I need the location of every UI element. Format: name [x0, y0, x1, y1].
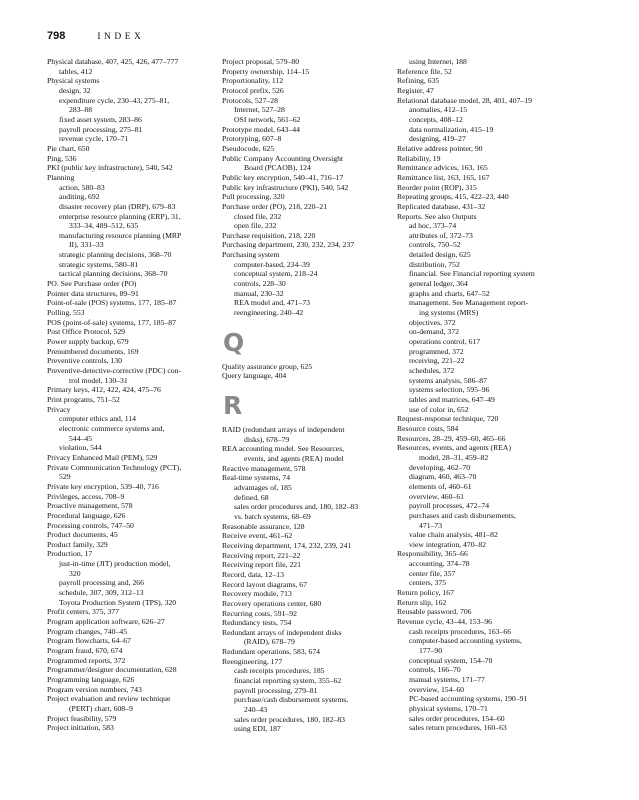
index-subentry: strategic planning decisions, 368–70 [59, 250, 172, 260]
index-entry: Prototyping, 607–8 [222, 134, 282, 144]
index-entry: Pointer data structures, 89–91 [47, 288, 139, 298]
index-entry: Project initiation, 583 [47, 723, 114, 733]
index-entry-continuation: II), 331–33 [69, 240, 104, 250]
index-entry-continuation: 544–45 [69, 433, 93, 443]
index-entry: Recurring costs, 591–92 [222, 608, 297, 618]
index-subentry: designing, 419–27 [409, 134, 466, 144]
index-subentry: revenue cycle, 170–71 [59, 134, 129, 144]
index-subentry: objectives, 372 [409, 317, 456, 327]
index-entry-continuation: 283–88 [69, 105, 93, 115]
index-entry: Resource costs, 584 [397, 423, 459, 433]
index-subentry: tables and matrices, 647–49 [409, 394, 495, 404]
index-entry: Proportionality, 112 [222, 76, 284, 86]
index-subentry: sales order procedures, 154–60 [409, 713, 505, 723]
index-entry: Pie chart, 650 [47, 143, 90, 153]
index-entry: Program fraud, 670, 674 [47, 646, 123, 656]
index-subentry: open file, 232 [234, 221, 277, 231]
index-subentry: sales order procedures, 180, 182–83 [234, 714, 346, 724]
index-entry: Purchasing department, 230, 232, 234, 237 [222, 240, 355, 250]
section-letter: R [223, 391, 243, 421]
index-entry: Product documents, 45 [47, 530, 118, 540]
index-subentry: systems analysis, 586–87 [409, 375, 487, 385]
index-subentry: auditing, 692 [59, 192, 100, 202]
index-entry: Physical database, 407, 425, 426, 477–777 [47, 57, 179, 66]
index-subentry: controls, 750–52 [409, 240, 461, 250]
index-subentry: developing, 462–70 [409, 462, 471, 472]
index-entry: Pseudocode, 625 [222, 143, 275, 153]
index-entry: Reference file, 52 [397, 66, 452, 76]
index-entry: Receiving department, 174, 232, 239, 241 [222, 540, 352, 550]
index-subentry: systems selection, 595–96 [409, 385, 490, 395]
index-entry: Program flowcharts, 64–67 [47, 636, 131, 646]
index-subentry: vs. batch systems, 68–69 [234, 511, 311, 521]
index-subentry: electronic commerce systems and, [59, 423, 165, 433]
index-subentry: detailed design, 625 [409, 250, 471, 260]
index-entry: Prenumbered documents, 169 [47, 346, 139, 356]
index-entry: Programming language, 626 [47, 675, 135, 684]
index-entry: Pull processing, 320 [222, 192, 285, 202]
index-entry: Recovery operations center, 680 [222, 598, 322, 608]
index-entry: Return slip, 162 [397, 597, 447, 607]
index-entry: Privileges, access, 708–9 [47, 491, 125, 501]
index-column-middle [222, 57, 394, 734]
index-entry-continuation: 471–73 [419, 520, 443, 530]
index-entry: Private key encryption, 539–40, 716 [47, 481, 159, 491]
index-subentry: purchase/cash disbursement systems, [234, 695, 349, 705]
index-entry-continuation: events, and agents (REA) model [244, 454, 344, 463]
index-entry: Print programs, 751–52 [47, 394, 120, 404]
index-subentry: REA model and, 471–73 [234, 298, 311, 308]
index-subentry: manual systems, 171–77 [409, 675, 485, 684]
index-entry: Project evaluation and review technique [47, 694, 171, 704]
index-entry: Programmed reports, 372 [47, 655, 126, 665]
index-column-right [397, 57, 569, 733]
index-entry: Register, 47 [397, 85, 434, 95]
index-subentry: disaster recovery plan (DRP), 679–83 [59, 201, 176, 211]
index-column-left [47, 57, 219, 733]
index-entry: Property ownership, 114–15 [222, 66, 310, 76]
index-subentry: PC-based accounting systems, 190–91 [409, 694, 528, 704]
section-letter: Q [223, 327, 245, 357]
index-entry: Program changes, 740–45 [47, 626, 128, 636]
page-number: 798 [47, 30, 66, 42]
index-subentry: concepts, 408–12 [409, 114, 463, 124]
index-subentry: accounting, 374–78 [409, 559, 470, 569]
index-subentry: expenditure cycle, 230–43, 275–81, [59, 95, 170, 105]
index-subentry: payroll processing and, 266 [59, 578, 144, 588]
index-subentry: Internet, 527–28 [234, 105, 285, 115]
index-entry: Public Company Accounting Oversight [222, 153, 344, 163]
index-entry: Reliability, 19 [397, 153, 441, 163]
index-entry: Refining, 635 [397, 76, 440, 86]
index-subentry: design, 32 [59, 85, 91, 95]
index-entry: Power supply backup, 679 [47, 337, 129, 347]
index-subentry: using Internet, 188 [409, 57, 467, 66]
index-entry: Real-time systems, 74 [222, 473, 291, 483]
index-entry: Repeating groups, 415, 422–23, 440 [397, 192, 509, 202]
page-header [47, 30, 144, 44]
index-entry: Reports. See also Outputs [397, 211, 477, 221]
index-subentry: sales order procedures and, 180, 182–83 [234, 502, 359, 512]
index-subentry: center file, 357 [409, 568, 456, 578]
index-subentry: computer-based accounting systems, [409, 636, 522, 646]
index-subentry: operations control, 617 [409, 337, 481, 347]
index-entry: Private Communication Technology (PCT), [47, 462, 182, 472]
index-entry-continuation: 320 [69, 568, 81, 578]
index-subentry: advantages of, 185 [234, 482, 292, 492]
index-entry: Preventive controls, 130 [47, 356, 122, 366]
index-entry: Program version numbers, 743 [47, 684, 142, 694]
index-entry: Relative address pointer, 90 [397, 143, 483, 153]
index-subentry: overview, 460–61 [409, 491, 465, 501]
index-entry: Relational database model, 28, 401, 407–19 [397, 95, 532, 105]
index-entry: Processing controls, 747–50 [47, 520, 134, 530]
index-subentry: strategic systems, 580–81 [59, 259, 139, 269]
index-subentry: payroll processing, 279–81 [234, 685, 318, 695]
index-subentry: financial reporting system, 355–62 [234, 676, 342, 686]
index-subentry: conceptual system, 154–70 [409, 655, 493, 665]
index-subentry: fixed asset system, 283–86 [59, 114, 142, 124]
index-subentry: closed file, 232 [234, 211, 282, 221]
index-subentry: graphs and charts, 647–52 [409, 288, 490, 298]
index-subentry: use of color in, 652 [409, 404, 469, 414]
index-entry: Quality assurance group, 625 [222, 361, 313, 371]
index-entry: Resources, events, and agents (REA) [397, 443, 511, 453]
index-entry: Recovery module, 713 [222, 589, 292, 599]
index-subentry: controls, 166–70 [409, 665, 461, 675]
index-entry: Revenue cycle, 43–44, 153–96 [397, 617, 493, 627]
index-entry: Request-response technique, 720 [397, 414, 499, 424]
index-entry-continuation: Board (PCAOB), 124 [244, 163, 311, 173]
index-entry: Programmer/designer documentation, 628 [47, 665, 177, 675]
index-entry: Redundant arrays of independent disks [222, 627, 342, 637]
index-entry: PO. See Purchase order (PO) [47, 279, 137, 289]
index-subentry: tactical planning decisions, 368–70 [59, 269, 168, 279]
index-entry: Purchase order (PO), 218, 220–21 [222, 201, 328, 211]
index-entry: Privacy Enhanced Mail (PEM), 529 [47, 452, 158, 462]
index-entry: Primary keys, 412, 422, 424, 475–76 [47, 385, 161, 395]
index-subentry: violation, 544 [59, 443, 102, 453]
index-subentry: centers, 375 [409, 578, 447, 588]
index-entry-continuation: 333–34, 489–512, 635 [69, 221, 139, 231]
index-subentry: using EDI, 187 [234, 724, 281, 734]
index-subentry: manufacturing resource planning (MRP [59, 230, 182, 240]
index-entry: RAID (redundant arrays of independent [222, 425, 345, 435]
index-subentry: programmed, 372 [409, 346, 464, 356]
index-subentry: tables, 412 [59, 66, 93, 76]
index-subentry: enterprise resource planning (ERP), 31, [59, 211, 181, 221]
index-entry-continuation: 177–90 [419, 646, 443, 656]
index-entry: Responsibility, 365–66 [397, 549, 468, 559]
index-subentry: diagram, 460, 463–70 [409, 472, 477, 482]
index-entry: Return policy, 167 [397, 588, 454, 598]
index-entry: Privacy [47, 404, 71, 414]
index-entry-continuation: (RAID), 678–79 [244, 637, 295, 647]
index-subentry: physical systems, 170–71 [409, 703, 488, 713]
index-entry: Reorder point (ROP), 315 [397, 182, 477, 192]
index-subentry: ad hoc, 373–74 [409, 221, 457, 231]
index-subentry: anomalies, 412–15 [409, 105, 468, 115]
index-entry: Project proposal, 579–80 [222, 57, 300, 66]
index-subentry: view integration, 470–82 [409, 539, 487, 549]
index-subentry: 529 [59, 472, 71, 482]
index-subentry: reengineering, 240–42 [234, 308, 304, 318]
index-entry-continuation: trol model, 130–31 [69, 375, 128, 385]
index-subentry: schedules, 372 [409, 366, 455, 375]
index-entry: Procedural language, 626 [47, 510, 126, 520]
index-entry: Program application software, 626–27 [47, 617, 165, 627]
index-subentry: sales return procedures, 160–63 [409, 723, 507, 733]
index-subentry: cash receipts procedures, 163–66 [409, 626, 512, 636]
index-entry: Reactive management, 578 [222, 463, 306, 473]
index-entry: Planning [47, 172, 75, 182]
index-entry: Polling, 553 [47, 308, 85, 318]
index-entry: Purchase requisition, 218, 220 [222, 230, 316, 240]
index-entry: Profit centers, 375, 377 [47, 607, 119, 617]
index-entry: Physical systems [47, 76, 100, 86]
index-entry: Product family, 329 [47, 539, 108, 549]
index-entry: Remittance list, 163, 165, 167 [397, 172, 490, 182]
index-subentry: financial. See Financial reporting system [409, 269, 535, 279]
index-entry-continuation: disks), 678–79 [244, 434, 290, 444]
page-title: INDEX [97, 32, 145, 42]
index-entry: Replicated database, 431–32 [397, 201, 486, 211]
index-subentry: conceptual system, 218–24 [234, 269, 318, 279]
index-entry: Receive event, 461–62 [222, 531, 293, 541]
index-subentry: OSI network, 561–62 [234, 114, 301, 124]
index-entry: Ping, 536 [47, 153, 77, 163]
index-entry-continuation: ing systems (MRS) [419, 308, 479, 318]
index-entry: REA accounting model. See Resources, [222, 444, 345, 454]
index-subentry: Toyota Production System (TPS), 320 [59, 597, 177, 607]
index-subentry: attributes of, 372–73 [409, 230, 473, 240]
index-entry: Protocols, 527–28 [222, 95, 278, 105]
index-entry: Post Office Protocol, 529 [47, 327, 126, 337]
index-subentry: payroll processing, 275–81 [59, 124, 143, 134]
index-entry: Preventive-detective-corrective (PDC) con- [47, 366, 182, 375]
index-entry: Redundancy tests, 754 [222, 618, 292, 628]
index-entry: Public key infrastructure (PKI), 540, 542 [222, 182, 349, 192]
index-subentry: payroll processes, 472–74 [409, 501, 490, 511]
index-entry: Production, 17 [47, 549, 93, 559]
index-entry: Protocol prefix, 526 [222, 85, 284, 95]
index-entry: PKI (public key infrastructure), 540, 542 [47, 163, 173, 173]
index-entry: Reusable password, 706 [397, 607, 472, 617]
index-entry: Public key encryption, 540–41, 716–17 [222, 172, 344, 182]
index-entry: Receiving report, 221–22 [222, 550, 301, 560]
index-subentry: value chain analysis, 481–82 [409, 530, 498, 540]
index-subentry: management. See Management report- [409, 298, 529, 308]
index-entry: Receiving report file, 221 [222, 560, 301, 570]
index-entry: Redundant operations, 583, 674 [222, 647, 321, 657]
index-subentry: manual, 230–32 [234, 288, 284, 298]
index-entry: Record, data, 12–13 [222, 569, 284, 579]
index-entry: Reasonable assurance, 128 [222, 521, 305, 531]
index-entry: Point-of-sale (POS) systems, 177, 185–87 [47, 298, 177, 308]
index-entry: Prototype model, 643–44 [222, 124, 300, 134]
index-entry: Reengineering, 177 [222, 656, 283, 666]
index-subentry: cash receipts procedures, 185 [234, 666, 325, 676]
index-subentry: distribution, 752 [409, 259, 460, 269]
index-subentry: on-demand, 372 [409, 327, 459, 337]
index-subentry: schedule, 307, 309, 312–13 [59, 588, 144, 598]
index-subentry: purchases and cash disbursements, [409, 510, 516, 520]
index-entry: POS (point-of-sale) systems, 177, 185–87 [47, 317, 176, 327]
index-subentry: controls, 228–30 [234, 279, 286, 289]
index-subentry: elements of, 460–61 [409, 481, 472, 491]
index-entry: Proactive management, 578 [47, 501, 133, 511]
index-subentry: just-in-time (JIT) production model, [59, 559, 171, 569]
index-subentry: action, 580–83 [59, 182, 105, 192]
index-entry-continuation: model, 28–31, 459–82 [419, 452, 489, 462]
index-entry: Resources, 28–29, 459–60, 465–66 [397, 433, 506, 443]
index-entry: Project feasibility, 579 [47, 713, 117, 723]
index-subentry: computer-based, 234–39 [234, 259, 310, 269]
index-entry: Query language, 404 [222, 371, 287, 381]
index-entry: Remittance advices, 163, 165 [397, 163, 488, 173]
index-subentry: computer ethics and, 114 [59, 414, 136, 424]
index-subentry: overview, 154–60 [409, 684, 465, 694]
index-subentry: general ledger, 364 [409, 279, 468, 289]
index-entry-continuation: (PERT) chart, 608–9 [69, 703, 133, 713]
index-entry-continuation: 240–43 [244, 705, 268, 715]
index-entry: Purchasing system [222, 250, 280, 260]
index-entry: Record layout diagrams, 67 [222, 579, 307, 589]
index-subentry: data normalization, 415–19 [409, 124, 494, 134]
index-subentry: receiving, 221–22 [409, 356, 465, 366]
index-subentry: defined, 68 [234, 492, 269, 502]
